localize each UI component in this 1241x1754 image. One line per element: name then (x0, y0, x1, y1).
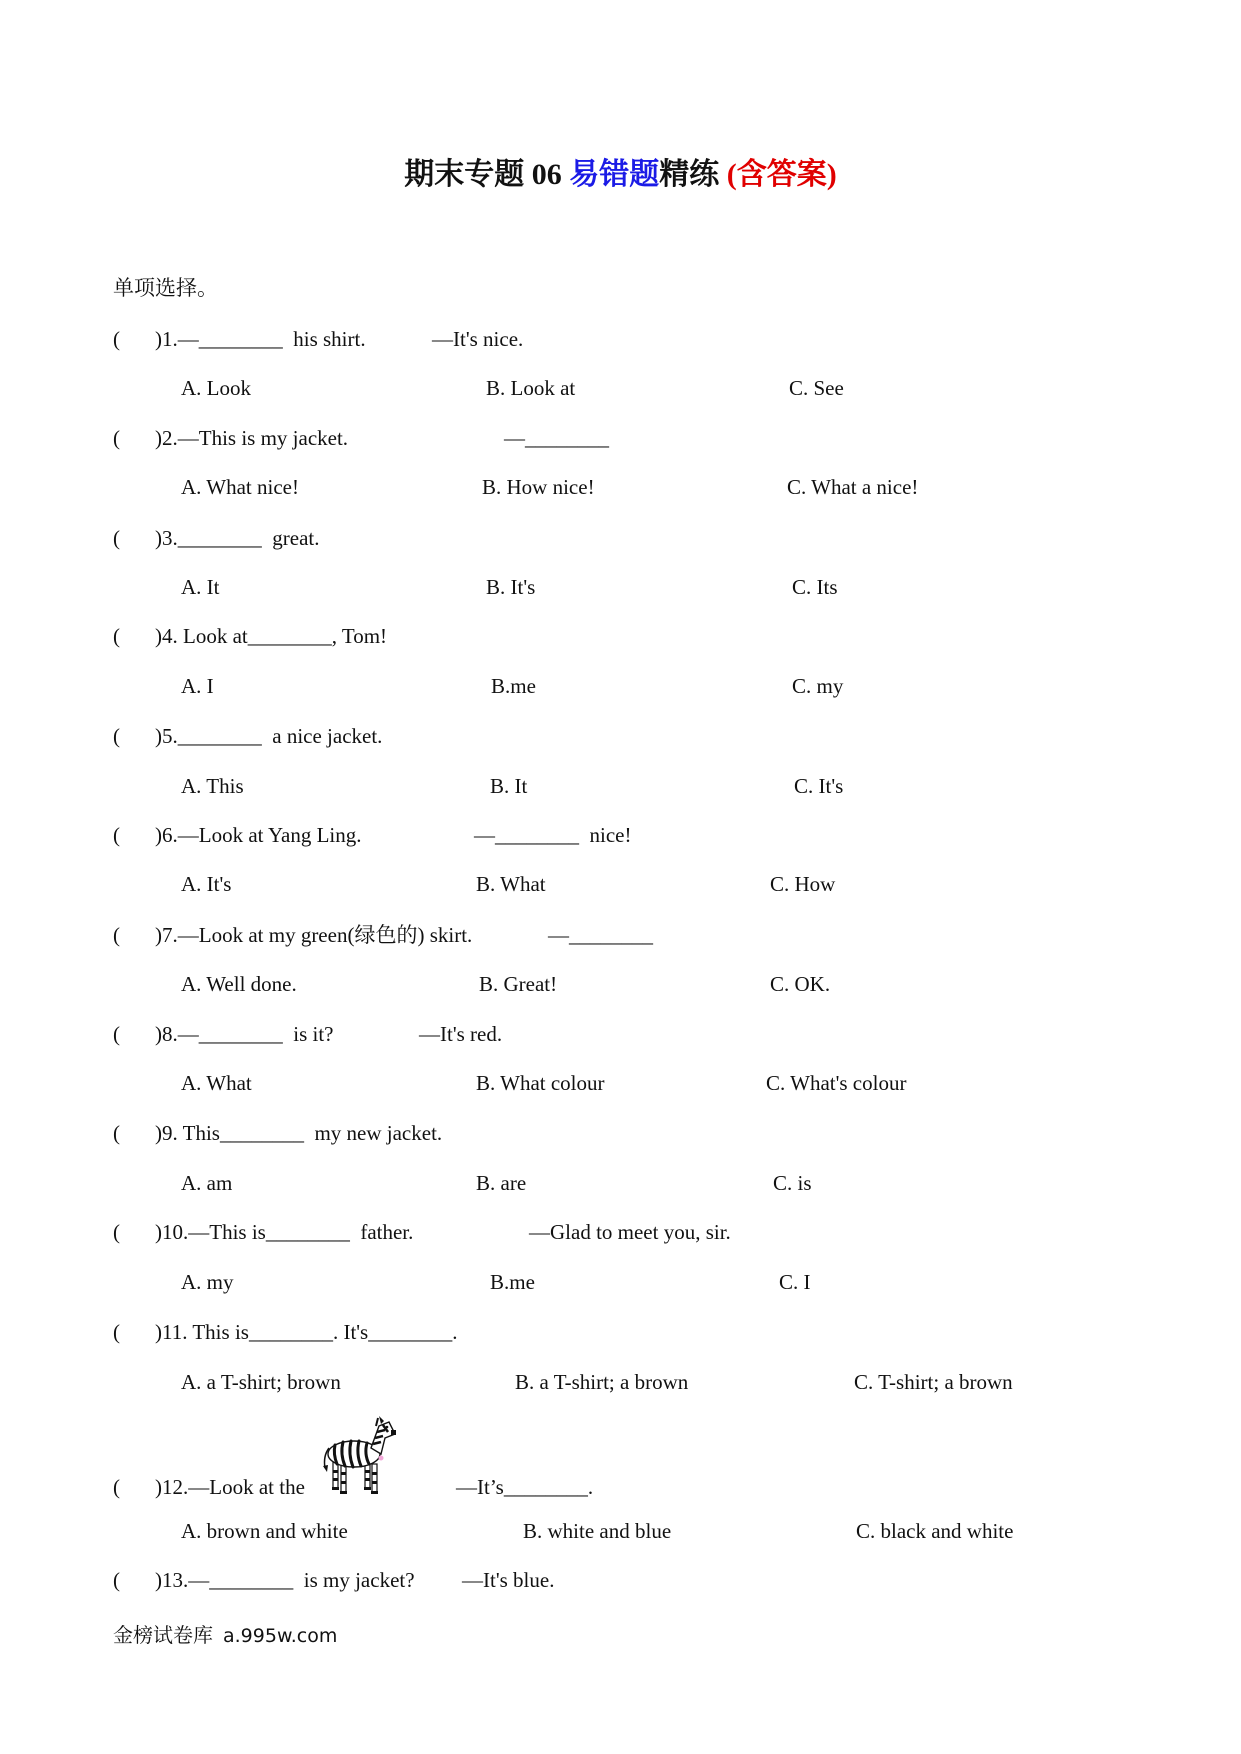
option-c: C. What's colour (766, 1071, 907, 1095)
question-number: 8. (162, 1022, 178, 1046)
question-12 (155, 1475, 305, 1499)
question-reply: —Glad to meet you, sir. (529, 1220, 731, 1244)
zebra-image (321, 1412, 399, 1496)
question-reply: —________ nice! (474, 823, 632, 847)
footer-url: a.995w.com (223, 1625, 338, 1647)
answer-paren-open: ( (113, 1220, 120, 1244)
option-b: B. white and blue (523, 1519, 672, 1543)
question-reply: —________ (504, 426, 609, 450)
answer-paren-open: ( (113, 1022, 120, 1046)
answer-paren-close: ) (155, 526, 162, 550)
option-a: A. my (181, 1270, 234, 1294)
question-reply: —It's red. (419, 1022, 503, 1046)
answer-paren-close: ) (155, 1475, 162, 1499)
question-9 (155, 1121, 442, 1145)
option-b: B. What colour (476, 1071, 605, 1095)
option-a: A. am (181, 1171, 233, 1195)
title-highlight: 易错题 (569, 158, 660, 191)
question-text: ________ great. (177, 526, 320, 550)
option-a: A. Look (181, 376, 251, 400)
option-a: A. It's (181, 872, 232, 896)
title-topic: 期末专题 06 (404, 158, 570, 191)
answer-paren-close: ) (155, 1220, 162, 1244)
answer-paren-open: ( (113, 1121, 120, 1145)
option-b: B. How nice! (482, 475, 595, 499)
question-number: 4. (162, 624, 178, 648)
question-3 (155, 526, 319, 550)
option-a: A. a T-shirt; brown (181, 1370, 341, 1394)
answer-paren-open: ( (113, 327, 120, 351)
question-13 (155, 1568, 415, 1592)
question-4 (155, 624, 387, 648)
question-number: 5. (162, 724, 178, 748)
question-reply: —It’s________. (456, 1475, 594, 1499)
question-text: This________ my new jacket. (177, 1121, 443, 1145)
option-a: A. brown and white (181, 1519, 348, 1543)
answer-paren-open: ( (113, 1475, 120, 1499)
question-text: —Look at Yang Ling. (177, 823, 362, 847)
answer-paren-open: ( (113, 823, 120, 847)
option-a: A. I (181, 674, 214, 698)
answer-paren-close: ) (155, 1022, 162, 1046)
option-a: A. What (181, 1071, 252, 1095)
question-1 (155, 327, 366, 351)
question-number: 10. (162, 1220, 189, 1244)
option-c: C. How (770, 872, 836, 896)
option-c: C. Its (792, 575, 838, 599)
section-label: 单项选择。 (113, 276, 218, 300)
question-text: —________ is my jacket? (188, 1568, 415, 1592)
question-text: ________ a nice jacket. (177, 724, 383, 748)
question-text: —________ his shirt. (177, 327, 366, 351)
option-c: C. It's (794, 774, 844, 798)
question-11 (155, 1320, 457, 1344)
answer-paren-open: ( (113, 426, 120, 450)
option-b: B.me (490, 1270, 535, 1294)
answer-paren-open: ( (113, 724, 120, 748)
question-number: 6. (162, 823, 178, 847)
question-text: —________ is it? (177, 1022, 334, 1046)
option-a: A. Well done. (181, 972, 297, 996)
option-c: C. my (792, 674, 844, 698)
question-8 (155, 1022, 334, 1046)
question-number: 3. (162, 526, 178, 550)
question-text: —Look at the (188, 1475, 305, 1499)
answer-paren-close: ) (155, 823, 162, 847)
option-b: B. are (476, 1171, 527, 1195)
option-c: C. black and white (856, 1519, 1014, 1543)
option-b: B. It's (486, 575, 536, 599)
option-a: A. It (181, 575, 220, 599)
question-number: 7. (162, 923, 178, 947)
option-c: C. See (789, 376, 844, 400)
question-reply: —________ (548, 923, 653, 947)
question-text: —This is________ father. (188, 1220, 414, 1244)
option-a: A. This (181, 774, 244, 798)
answer-paren-close: ) (155, 724, 162, 748)
question-number: 12. (162, 1475, 189, 1499)
question-reply: —It's blue. (462, 1568, 555, 1592)
answer-paren-close: ) (155, 426, 162, 450)
answer-paren-close: ) (155, 1320, 162, 1344)
footer-site-name: 金榜试卷库 (113, 1625, 213, 1647)
question-text: —This is my jacket. (177, 426, 349, 450)
answer-paren-close: ) (155, 327, 162, 351)
option-b: B. Great! (479, 972, 558, 996)
answer-paren-open: ( (113, 1320, 120, 1344)
question-7 (155, 923, 472, 947)
question-number: 11. (162, 1320, 188, 1344)
question-text: This is________. It's________. (187, 1320, 458, 1344)
option-b: B. Look at (486, 376, 576, 400)
option-a: A. What nice! (181, 475, 299, 499)
question-number: 13. (162, 1568, 189, 1592)
answer-paren-close: ) (155, 923, 162, 947)
answer-paren-close: ) (155, 1568, 162, 1592)
option-b: B. It (490, 774, 528, 798)
question-number: 2. (162, 426, 178, 450)
question-6 (155, 823, 362, 847)
answer-paren-open: ( (113, 1568, 120, 1592)
title-answer-note: (含答案) (726, 158, 837, 191)
option-c: C. is (773, 1171, 812, 1195)
question-text: —Look at my green(绿色的) skirt. (177, 923, 473, 947)
option-b: B. a T-shirt; a brown (515, 1370, 689, 1394)
option-c: C. T-shirt; a brown (854, 1370, 1013, 1394)
answer-paren-open: ( (113, 526, 120, 550)
option-b: B.me (491, 674, 536, 698)
answer-paren-close: ) (155, 624, 162, 648)
question-number: 9. (162, 1121, 178, 1145)
question-5 (155, 724, 382, 748)
title-suffix: 精练 (659, 158, 727, 191)
question-number: 1. (162, 327, 178, 351)
answer-paren-open: ( (113, 624, 120, 648)
question-2 (155, 426, 348, 450)
question-reply: —It's nice. (432, 327, 524, 351)
option-c: C. What a nice! (787, 475, 919, 499)
answer-paren-close: ) (155, 1121, 162, 1145)
question-text: Look at________, Tom! (177, 624, 388, 648)
answer-paren-open: ( (113, 923, 120, 947)
option-c: C. I (779, 1270, 811, 1294)
option-b: B. What (476, 872, 546, 896)
footer (113, 1624, 337, 1648)
question-10 (155, 1220, 413, 1244)
page-title (0, 157, 1241, 193)
option-c: C. OK. (770, 972, 831, 996)
